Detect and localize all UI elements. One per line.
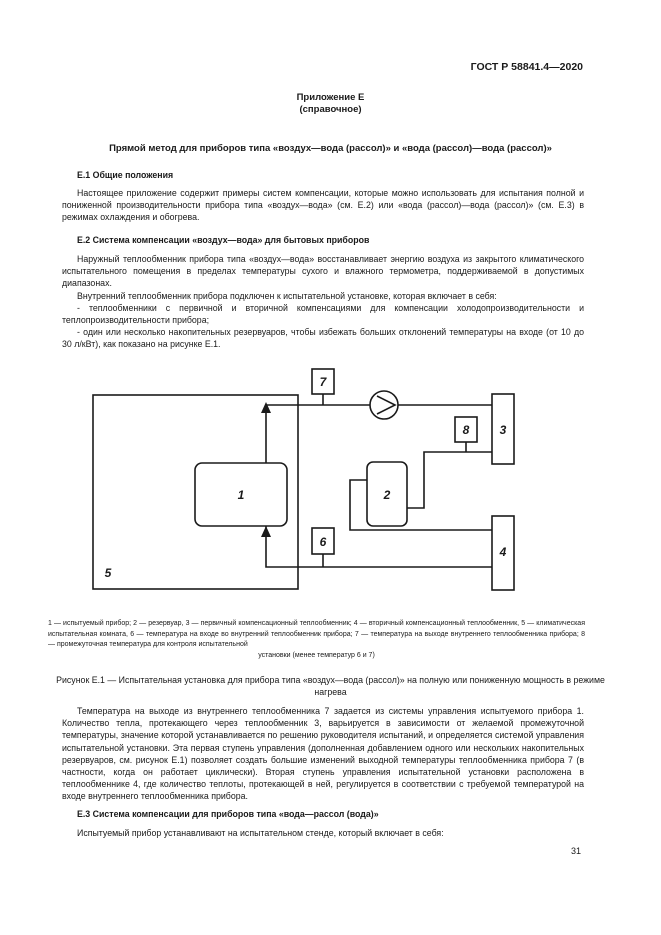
label-secondary-exchanger: 4 <box>499 545 507 559</box>
pipe-device-to-pump <box>266 405 370 463</box>
figure-caption: Рисунок Е.1 — Испытательная установка для прибора типа «воздух—вода (рассол)» на полную или пониженную мощность в режиме нагрева <box>56 675 605 697</box>
flow-arrow-up-bottom <box>261 526 271 537</box>
pump-arrow <box>377 396 395 414</box>
label-tank: 2 <box>383 488 391 502</box>
main-title: Прямой метод для приборов типа «воздух—вода (рассол)» и «вода (рассол)—вода (рассол)» <box>109 143 552 154</box>
label-device: 1 <box>237 488 245 502</box>
e2-paragraph-4: - один или несколько накопительных резервуаров, чтобы избежать больших отклонений температуры на входе (от 10 до 30 л/кВт), как показано на рисунке Е.1. <box>62 327 584 350</box>
label-primary-exchanger: 3 <box>499 423 507 437</box>
appendix-title: Приложение Е <box>296 92 365 103</box>
body-paragraph: Температура на выходе из внутреннего теплообменника 7 задается из системы управления испытуемого прибора 1. Количество тепла, протекающего через теплообменник 3, варьируется в зависимости от желаемой промежуточной температуры, значение которой устанавливается по решению руководителя испытаний, и определяется системой управления испытательной установки. Эта первая ступень управления (дополненная добавлением одного или нескольких накопительных резервуаров, см. рисунок Е.1) позволяет создать большие изменений выходной температуры теплообменника прибора 7 (в частности, когда он работает циклически). Вторая ступень управления испытательной установки расположена в теплообменнике 4, где количество теплоты, протекающей в ней, регулируется в соответствии с требуемой температурой на входе внутреннего теплообменника прибора. <box>62 706 584 802</box>
section-e1-text <box>62 187 584 224</box>
label-climatic-room: 5 <box>104 566 112 580</box>
e3-paragraph: Испытуемый прибор устанавливают на испытательном стенде, который включает в себя: <box>77 828 444 838</box>
flow-arrow-up-top <box>261 402 271 413</box>
label-sensor-6: 6 <box>319 535 327 549</box>
document-code: ГОСТ Р 58841.4—2020 <box>470 61 583 73</box>
e1-paragraph: Настоящее приложение содержит примеры систем компенсации, которые можно использовать для испытания полной и пониженной производительности прибора типа «воздух—вода» (см. Е.2) или «вода (рассол)—вода (рассол)» (см. Е.3) в режимах охлаждения и обогрева. <box>62 188 584 223</box>
figure-legend <box>48 619 585 661</box>
page-number: 31 <box>570 846 581 856</box>
figure-e1-diagram <box>0 360 661 600</box>
label-sensor-7: 7 <box>319 375 327 389</box>
appendix-subtitle: (справочное) <box>299 104 362 115</box>
section-e3-heading: Е.3 Система компенсации для приборов типа «вода—рассол (вода)» <box>77 809 379 819</box>
body-text <box>62 705 584 803</box>
section-e2-heading: Е.2 Система компенсации «воздух—вода» для бытовых приборов <box>77 235 370 245</box>
legend-text-last: установки (менее температур 6 и 7) <box>258 651 375 659</box>
section-e2-text <box>62 253 584 351</box>
label-sensor-8: 8 <box>462 423 470 437</box>
pipe-tank-to-exchanger-4 <box>350 480 492 530</box>
legend-text: 1 — испытуемый прибор; 2 — резервуар, 3 — первичный компенсационный теплообменник; 4 — вторичный компенсационный теплообменник, 5 — климатическая испытательная комната, 6 — температура на входе во внутренний теплообменник прибора; 7 — температура на выходе внутреннего теплообменника прибора; 8 — промежуточная температура для контроля испытательной <box>48 620 585 648</box>
pipe-return-to-device <box>266 526 492 567</box>
section-e1-heading: Е.1 Общие положения <box>77 170 174 180</box>
appendix-heading <box>0 92 661 116</box>
section-e3-text <box>62 827 584 839</box>
e2-paragraph-1: Наружный теплообменник прибора типа «воздух—вода» восстанавливает энергию воздуха из закрытого климатического испытательного помещения в пределах температуры сухого и влажного термометра, поддерживаемой в допустимых диапазонах. <box>62 254 584 289</box>
e2-paragraph-2: Внутренний теплообменник прибора подключен к испытательной установке, которая включает в себя: <box>77 290 497 301</box>
e2-paragraph-3: - теплообменники с первичной и вторичной компенсациями для компенсации холодопроизводительности и теплопроизводительности прибора; <box>62 302 584 326</box>
pipe-exchanger-to-tank <box>407 452 492 508</box>
